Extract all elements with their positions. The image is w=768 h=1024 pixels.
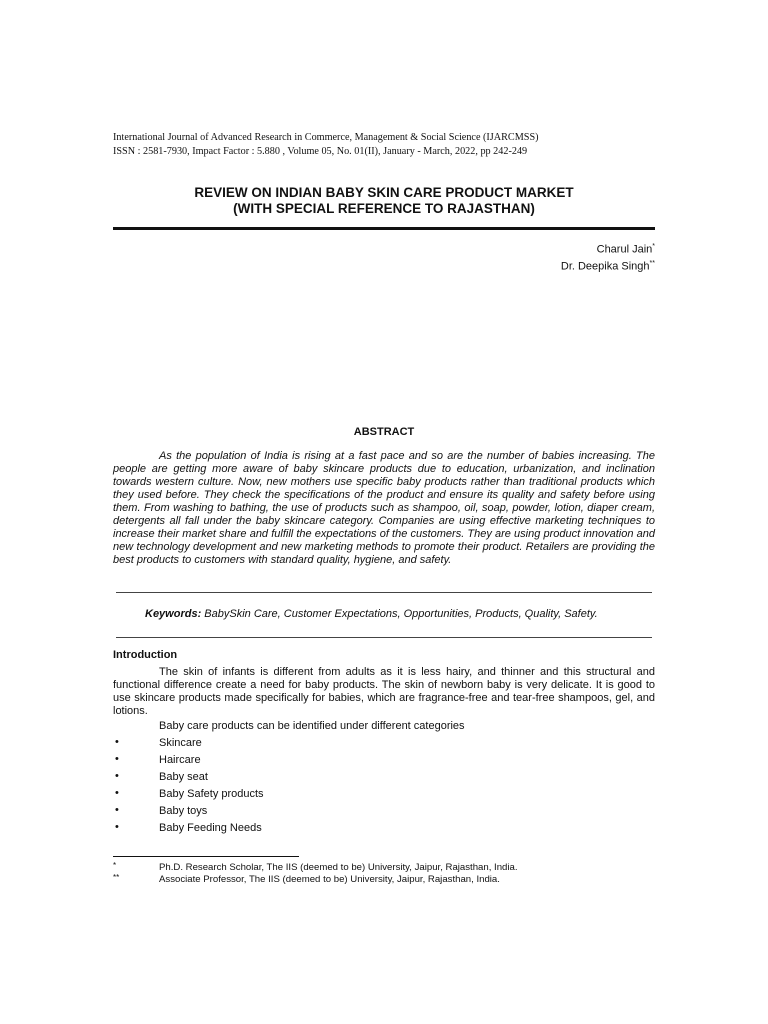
footnote-divider — [113, 856, 299, 857]
list-item — [113, 788, 513, 805]
introduction-paragraph: The skin of infants is different from adults as it is less hairy, and thinner and this structural and functional difference create a need for baby products. The skin of newborn baby is very delicate. It is good to use skincare products made specifically for babies, which are fragrance-free and tear-free shampoos, gel, and lotions. — [113, 666, 655, 717]
paper-title-line2: (WITH SPECIAL REFERENCE TO RAJASTHAN) — [233, 201, 535, 216]
list-item — [113, 771, 513, 788]
footnote-2-text: Associate Professor, The IIS (deemed to be) University, Jaipur, Rajasthan, India. — [159, 873, 500, 885]
list-item-label: Skincare — [159, 737, 202, 749]
keywords-divider — [116, 637, 652, 638]
title-divider — [113, 227, 655, 230]
journal-issue-line: ISSN : 2581-7930, Impact Factor : 5.880 , Volume 05, No. 01(II), January - March, 2022, pp 242-249 — [113, 146, 528, 157]
author-1 — [355, 240, 655, 257]
author-1-mark: * — [652, 243, 655, 250]
bullet-icon: • — [115, 770, 119, 782]
list-item — [113, 805, 513, 822]
footnote-1-text: Ph.D. Research Scholar, The IIS (deemed to be) University, Jaipur, Rajasthan, India. — [159, 862, 518, 873]
category-list — [113, 737, 513, 839]
author-2 — [355, 257, 655, 274]
footnote-2-mark: ** — [113, 872, 120, 882]
list-item-label: Baby Safety products — [159, 788, 264, 800]
list-item — [113, 822, 513, 839]
list-item-label: Haircare — [159, 754, 201, 766]
author-1-name: Charul Jain — [596, 243, 653, 256]
paper-title — [113, 185, 655, 217]
list-item-label: Baby toys — [159, 805, 208, 817]
keywords-line — [113, 608, 655, 620]
abstract-heading: ABSTRACT — [353, 426, 415, 438]
footnotes — [113, 862, 655, 885]
footnote-1-mark: * — [113, 861, 117, 870]
bullet-icon: • — [115, 787, 119, 799]
abstract-text: As the population of India is rising at a fast pace and so are the number of babies increasing. The people are getting more aware of baby skincare products due to education, urbanization, and inclination towards western culture. Now, new mothers use specific baby products rather than traditional products which they used before. They check the specifications of the product and ensure its quality and safety before using them. From washing to bathing, the use of products such as shampoo, oil, soap, powder, lotion, diaper cream, detergents all fall under the baby skincare category. Companies are using effective marketing techniques to increase their market share and fulfill the expectations of the customers. They are using product innovation and new technology development and new marketing methods to promote their product. Retailers are providing the best products to customers with standard quality, hygiene, and safety. — [113, 450, 655, 566]
footnote-1 — [113, 862, 655, 874]
bullet-icon: • — [115, 736, 119, 748]
bullet-icon: • — [115, 804, 119, 816]
keywords-text: BabySkin Care, Customer Expectations, Opportunities, Products, Quality, Safety. — [201, 608, 598, 620]
bullet-icon: • — [115, 821, 119, 833]
bullet-icon: • — [115, 753, 119, 765]
footnote-2 — [113, 874, 655, 886]
list-item — [113, 737, 513, 754]
list-item-label: Baby seat — [159, 771, 208, 783]
journal-title-line: International Journal of Advanced Research in Commerce, Management & Social Science (IJARCMSS) — [113, 132, 539, 143]
journal-header — [113, 131, 673, 159]
author-2-mark: ** — [649, 259, 655, 267]
list-item — [113, 754, 513, 771]
paper-title-line1: REVIEW ON INDIAN BABY SKIN CARE PRODUCT MARKET — [194, 185, 574, 200]
abstract-divider — [116, 592, 652, 593]
introduction-heading: Introduction — [113, 649, 178, 661]
keywords-label: Keywords: — [145, 608, 202, 620]
author-2-name: Dr. Deepika Singh — [560, 260, 650, 273]
author-block — [355, 240, 655, 273]
list-item-label: Baby Feeding Needs — [159, 822, 262, 834]
categories-lead-in: Baby care products can be identified under different categories — [159, 720, 465, 732]
